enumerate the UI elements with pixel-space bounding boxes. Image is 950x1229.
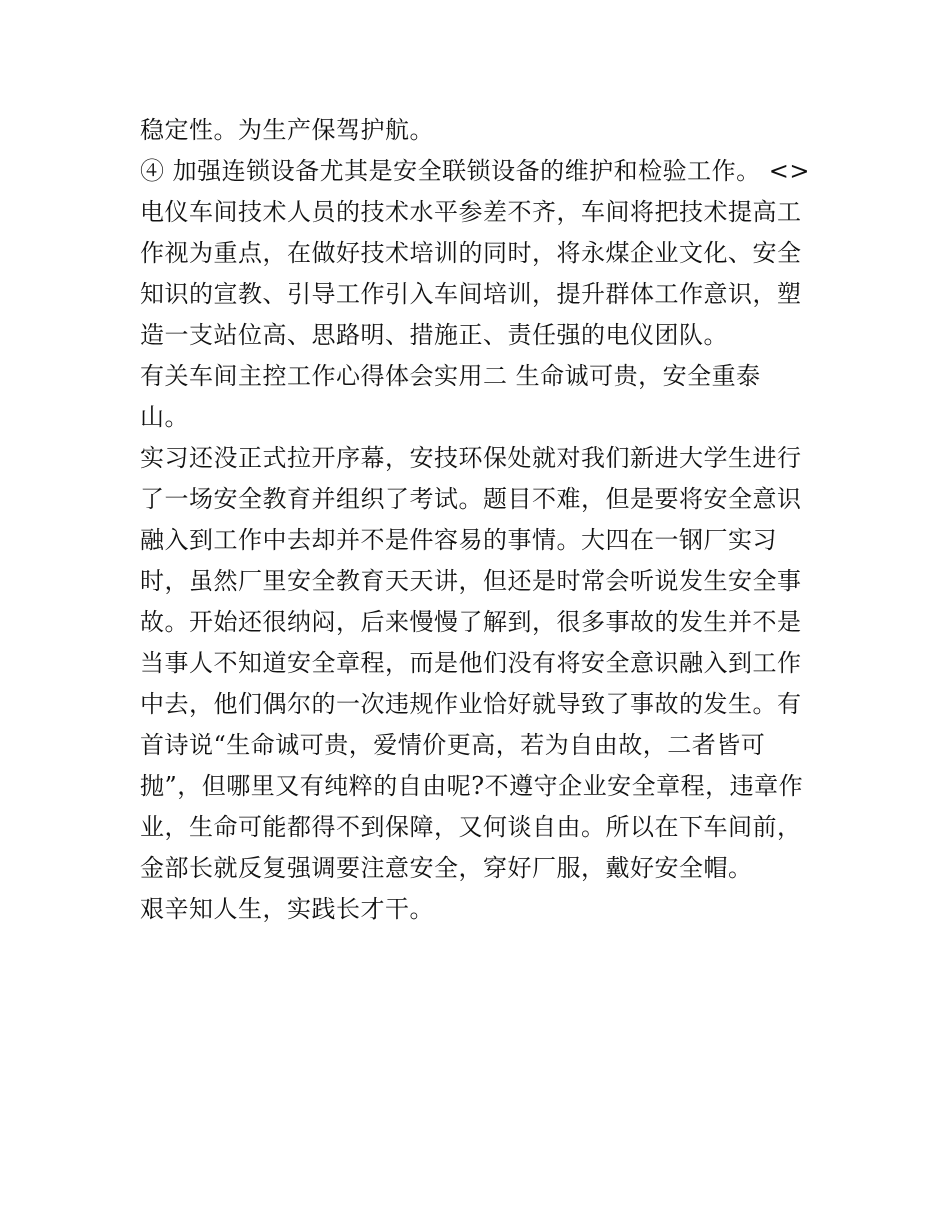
text-line: 首诗说“生命诚可贵，爱情价更高，若为自由故，二者皆可 <box>140 731 766 759</box>
text-line: 造一支站位高、思路明、措施正、责任强的电仪团队。 <box>140 321 728 349</box>
text-line: 中去，他们偶尔的一次违规作业恰好就导致了事故的发生。有 <box>140 690 802 718</box>
text-line: 金部长就反复强调要注意安全，穿好厂服，戴好安全帽。 <box>140 854 753 882</box>
text-line: 融入到工作中去却并不是件容易的事情。大四在一钢厂实习 <box>140 526 777 554</box>
text-line: 艰辛知人生，实践长才干。 <box>140 895 434 923</box>
text-line: 当事人不知道安全章程，而是他们没有将安全意识融入到工作 <box>140 649 802 677</box>
text-line: 电仪车间技术人员的技术水平参差不齐，车间将把技术提高工 <box>140 198 802 226</box>
section-heading-line: 山。 <box>140 403 189 431</box>
text-line: 业，生命可能都得不到保障，又何谈自由。所以在下车间前， <box>140 813 802 841</box>
text-line: 抛”，但哪里又有纯粹的自由呢?不遵守企业安全章程，违章作 <box>140 772 804 800</box>
text-line: ④ 加强连锁设备尤其是安全联锁设备的维护和检验工作。 <> <box>140 157 810 185</box>
text-line: 知识的宣教、引导工作引入车间培训，提升群体工作意识，塑 <box>140 280 802 308</box>
document-text <box>140 110 830 930</box>
text-line: 实习还没正式拉开序幕，安技环保处就对我们新进大学生进行 <box>140 444 802 472</box>
text-line: 时，虽然厂里安全教育天天讲，但还是时常会听说发生安全事 <box>140 567 802 595</box>
text-line: 了一场安全教育并组织了考试。题目不难，但是要将安全意识 <box>140 485 802 513</box>
text-line: 稳定性。为生产保驾护航。 <box>140 116 434 144</box>
text-line: 作视为重点，在做好技术培训的同时，将永煤企业文化、安全 <box>140 239 802 267</box>
section-heading-line: 有关车间主控工作心得体会实用二 生命诚可贵，安全重泰 <box>140 362 761 390</box>
text-line: 故。开始还很纳闷，后来慢慢了解到，很多事故的发生并不是 <box>140 608 802 636</box>
